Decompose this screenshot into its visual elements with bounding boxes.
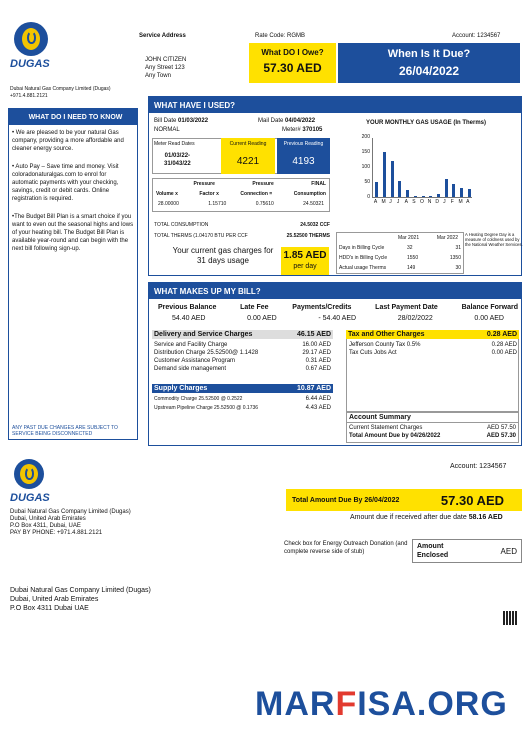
chart-x-label: J: [443, 199, 446, 205]
chart-bar: [414, 196, 417, 198]
late-amount: 58.16 AED: [468, 514, 503, 521]
watermark: MARFISA.ORG: [255, 685, 508, 723]
meter-number: 370105: [302, 127, 323, 133]
amount-enclosed-field[interactable]: Amount Enclosed AED: [412, 539, 522, 563]
balance-values: 54.40 AED 0.00 AED - 54.40 AED 28/02/2022 0.00 AED: [172, 315, 504, 322]
customer-address: JOHN CITIZEN Any Street 123 Any Town: [145, 57, 187, 79]
tax-header: Tax and Other Charges 0.28 AED: [348, 331, 517, 338]
owe-value: 57.30 AED: [263, 61, 322, 75]
degree-rows: Days in Billing Cycle 32 31 HDD's in Billing Cycle 1550 1350 Actual usage Therms 149 30: [339, 245, 461, 271]
account-number: Account: 1234567: [452, 33, 501, 39]
chart-yticks: [356, 134, 370, 202]
chart-bar: [437, 194, 440, 197]
bill-heading: WHAT MAKES UP MY BILL?: [149, 283, 521, 299]
flame-icon: [14, 22, 48, 56]
pressure-values: 28.00000 1.15710 0.75610 24.50321: [158, 201, 324, 207]
chart-xlabels: [372, 199, 472, 207]
supply-rows: Commodity Charge 25.52500 @ 0.2522 6.44 AED Upstream Pipeline Charge 25.52500 @ 0.1736 4.43 AED: [154, 396, 331, 411]
supply-header: Supply Charges 10.87 AED: [154, 385, 331, 392]
amount-owed-box: [249, 43, 336, 83]
chart-y-label: 150: [361, 149, 370, 155]
left-para-1: • We are pleased to be your natural Gas company, providing a more affordable and cleaner energy source.: [12, 130, 124, 152]
chart-x-label: J: [389, 199, 392, 205]
stub-address: Dubai Natural Gas Company Limited (Dugas) Dubai, United Arab Emirates P.O Box 4311, Dubai, UAE PAY BY PHONE: +971.4.881.2121: [10, 509, 131, 536]
current-reading: Current Reading 4221: [221, 138, 275, 174]
usage-heading: WHAT HAVE I USED?: [149, 97, 521, 113]
tax-rows: Jefferson County Tax 0.5% 0.28 AED Tax Cuts Jobs Act 0.00 AED: [349, 342, 517, 356]
disconnect-notice: ANY PAST DUE CHANGES ARE SUBJECT TO SERVICE BEING DISCONNECTED: [12, 425, 118, 437]
total-due-box: Total Amount Due By 26/04/2022 57.30 AED: [286, 489, 522, 511]
chart-bar: [383, 152, 386, 197]
chart-x-label: A: [466, 199, 470, 205]
account-summary: Account Summary Current Statement Charges AED 57.50 Total Amount Due by 04/26/2022 AED 57.30: [346, 412, 519, 443]
chart-bar: [445, 179, 448, 197]
delivery-header: Delivery and Service Charges 46.15 AED: [154, 331, 331, 338]
chart-x-label: D: [435, 199, 439, 205]
qr-code-icon: [503, 611, 517, 625]
chart-y-label: 100: [361, 164, 370, 170]
due-value: 26/04/2022: [398, 64, 460, 78]
chart-bar: [375, 182, 378, 197]
company-logo: [10, 22, 70, 72]
chart-x-label: J: [396, 199, 400, 205]
chart-x-label: A: [373, 199, 378, 205]
flame-icon: [14, 459, 44, 489]
chart-x-label: M: [381, 199, 386, 205]
chart-title: YOUR MONTHLY GAS USAGE (In Therms): [366, 120, 487, 126]
chart-bar: [460, 188, 463, 197]
service-address-label: Service Address: [139, 33, 186, 39]
usage-chart: [372, 138, 472, 198]
chart-x-label: M: [458, 199, 463, 205]
bill-date: 01/03/2022: [178, 118, 209, 124]
left-column: [8, 108, 138, 440]
chart-x-label: N: [427, 199, 432, 205]
chart-bar: [452, 184, 455, 198]
delivery-rows: Service and Facility Charge 16.00 AED Distribution Charge 25.52500@ 1.1428 29.17 AED Customer Assistance Program 0.31 AED Demand side management 0.67 AED: [154, 342, 331, 372]
charges-text: Your current gas charges for 31 days usage: [172, 246, 274, 265]
balance-header: Previous Balance Late Fee Payments/Credits Last Payment Date Balance Forward: [158, 304, 518, 311]
chart-x-label: S: [412, 199, 416, 205]
due-label: When Is It Due?: [387, 48, 471, 60]
chart-y-label: 0: [367, 194, 370, 200]
previous-reading: Previous Reading 4193: [277, 138, 330, 174]
mailing-address: Dubai Natural Gas Company Limited (Dugas) Dubai, United Arab Emirates P.O Box 4311 Dubai UAE: [10, 587, 151, 612]
left-para-3: •The Budget Bill Plan is a smart choice if you want to even out the seasonal highs and lows of your heating bill. The Budget Bill Plan is available year-round and can begin with the next bill following sign-up.: [12, 214, 134, 252]
chart-y-label: 50: [364, 179, 370, 185]
chart-bar: [429, 196, 432, 198]
company-name: DUGAS: [10, 58, 50, 70]
left-para-2: • Auto Pay – Save time and money. Visit coloradonaturalgas.com to enrol for automatic payments with your checking, savings, credit or debit cards. Online registration is required.: [12, 164, 119, 202]
total-therms: TOTAL THERMS (1.04170 BTU PER CCF 25.52500 THERMS: [154, 233, 330, 239]
chart-bar: [391, 161, 394, 197]
stub-logo: DUGAS: [10, 459, 70, 507]
read-dates: 01/03/22- 31/043/22: [164, 153, 191, 167]
total-consumption: TOTAL CONSUMPTION 24.5032 CCF: [154, 222, 330, 228]
chart-x-label: A: [404, 199, 408, 205]
bill-type: NORMAL: [154, 127, 180, 133]
chart-bar: [398, 181, 401, 198]
chart-bar: [422, 196, 425, 198]
chart-bar: [468, 189, 471, 197]
chart-x-label: O: [420, 199, 424, 205]
due-date-box: [338, 43, 520, 83]
rate-code: Rate Code: RGMB: [255, 33, 306, 39]
chart-bar: [406, 190, 409, 198]
mail-date: 04/04/2022: [285, 118, 316, 124]
stub-account: Account: 1234567: [450, 463, 507, 470]
chart-x-label: F: [450, 199, 454, 205]
degree-note: A Heating Degree Day is a measure of coldness used by the National Weather Services.: [465, 232, 523, 247]
owe-label: What DO I Owe?: [261, 48, 324, 57]
left-heading: WHAT DO I NEED TO KNOW: [9, 109, 137, 125]
chart-y-label: 200: [361, 134, 370, 140]
company-phone: +971.4.881.2121: [10, 93, 48, 99]
pressure-header-2: Volume x Factor x Connection = Consumption: [156, 191, 326, 197]
per-day-box: 1.85 AED per day: [281, 247, 329, 275]
donation-text: Check box for Energy Outreach Donation (and complete reverse side of stub): [284, 541, 408, 555]
pressure-header: Pressure Pressure FINAL: [193, 181, 326, 187]
company-full-name: Dubai Natural Gas Company Limited (Dugas): [10, 86, 111, 92]
